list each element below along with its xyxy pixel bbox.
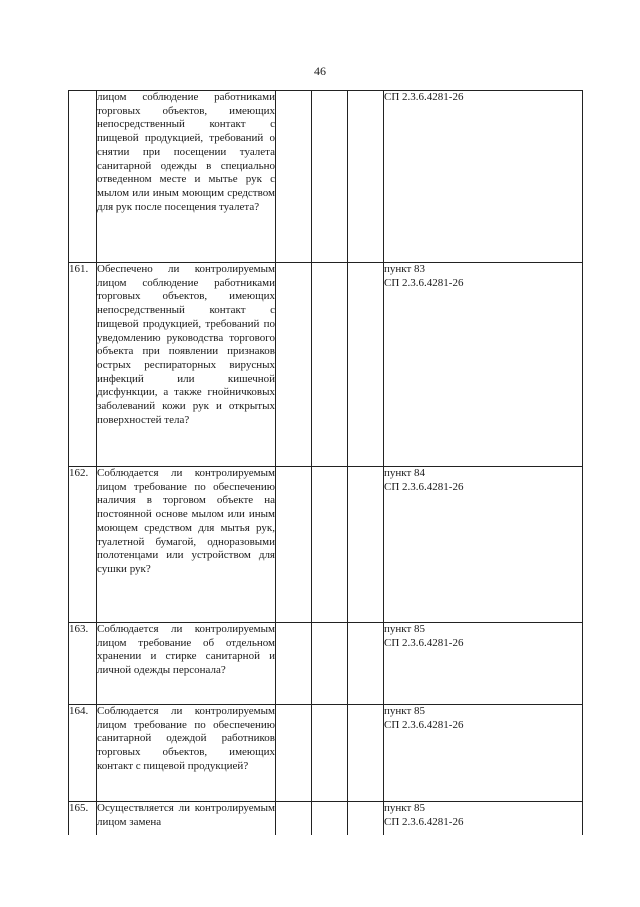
answer-no-cell[interactable]: [312, 705, 348, 802]
question-text: Соблюдается ли контролируемым лицом требование по обеспечению санитарной одеждой работников торговых объектов, имеющих контакт с пищевой продукцией?: [97, 705, 275, 772]
row-number: 162.: [69, 467, 97, 623]
table-row: [69, 467, 583, 623]
answer-no-cell[interactable]: [312, 623, 348, 705]
page-number: 46: [314, 64, 326, 78]
checklist-sheet: [68, 90, 583, 835]
question-text: Соблюдается ли контролируемым лицом требование по обеспечению наличия в торговом объекте на постоянной основе мылом или иным моющем средством для мытья рук, туалетной бумагой, одноразовыми полотенцами или устройством для сушки рук?: [97, 467, 275, 575]
reference-cell: [384, 467, 583, 623]
reference-line-2: СП 2.3.6.4281-26: [384, 815, 464, 828]
reference-line-1: пункт 84: [384, 467, 426, 479]
answer-no-cell[interactable]: [312, 802, 348, 836]
reference-cell: [384, 263, 583, 467]
row-number: 164.: [69, 705, 97, 802]
reference-line-2: СП 2.3.6.4281-26: [384, 480, 464, 493]
answer-na-cell[interactable]: [348, 705, 384, 802]
reference-line-1: пункт 85: [384, 623, 426, 635]
question-cell: [97, 623, 276, 705]
reference-line-2: СП 2.3.6.4281-26: [384, 276, 464, 289]
question-text: лицом соблюдение работниками торговых объектов, имеющих непосредственный контакт с пищевой продукцией, требований о снятии при посещении туалета санитарной одежды в специально отведенном месте и мытье рук с мылом или иным моющим средством для рук после посещения туалета?: [97, 91, 275, 213]
answer-yes-cell[interactable]: [276, 802, 312, 836]
reference-cell: [384, 705, 583, 802]
reference-line-1: пункт 85: [384, 705, 426, 717]
reference-line-2: СП 2.3.6.4281-26: [384, 636, 464, 649]
answer-na-cell[interactable]: [348, 623, 384, 705]
row-number: 165.: [69, 802, 97, 836]
answer-no-cell[interactable]: [312, 467, 348, 623]
question-text: Обеспечено ли контролируемым лицом соблюдение работниками торговых объектов, имеющих непосредственный контакт с пищевой продукцией, требований по уведомлению руководства торгового объекта при появлении признаков острых респираторных вирусных инфекций или кишечной дисфункции, а также гнойничковых заболеваний кожи рук и открытых поверхностей тела?: [97, 263, 275, 426]
answer-yes-cell[interactable]: [276, 623, 312, 705]
table-row: [69, 705, 583, 802]
answer-no-cell[interactable]: [312, 263, 348, 467]
answer-na-cell[interactable]: [348, 802, 384, 836]
answer-na-cell[interactable]: [348, 91, 384, 263]
checklist-table: [68, 90, 583, 835]
row-number: [69, 91, 97, 263]
row-number: 163.: [69, 623, 97, 705]
answer-na-cell[interactable]: [348, 467, 384, 623]
answer-na-cell[interactable]: [348, 263, 384, 467]
reference-cell: [384, 623, 583, 705]
table-row: [69, 91, 583, 263]
reference-line-1: пункт 85: [384, 802, 426, 814]
question-cell: [97, 263, 276, 467]
row-number: 161.: [69, 263, 97, 467]
answer-yes-cell[interactable]: [276, 705, 312, 802]
reference-line-1: СП 2.3.6.4281-26: [384, 91, 464, 103]
question-text: Соблюдается ли контролируемым лицом требование об отдельном хранении и стирке санитарной и личной одежды персонала?: [97, 623, 275, 677]
table-row: [69, 263, 583, 467]
question-cell: [97, 467, 276, 623]
table-row: [69, 623, 583, 705]
reference-cell: [384, 91, 583, 263]
answer-yes-cell[interactable]: [276, 467, 312, 623]
answer-yes-cell[interactable]: [276, 263, 312, 467]
question-cell: [97, 705, 276, 802]
question-cell: [97, 802, 276, 836]
question-text: Осуществляется ли контролируемым лицом замена: [97, 802, 275, 828]
reference-line-2: СП 2.3.6.4281-26: [384, 718, 464, 731]
answer-yes-cell[interactable]: [276, 91, 312, 263]
question-cell: [97, 91, 276, 263]
reference-line-1: пункт 83: [384, 263, 426, 275]
answer-no-cell[interactable]: [312, 91, 348, 263]
table-row: [69, 802, 583, 836]
reference-cell: [384, 802, 583, 836]
